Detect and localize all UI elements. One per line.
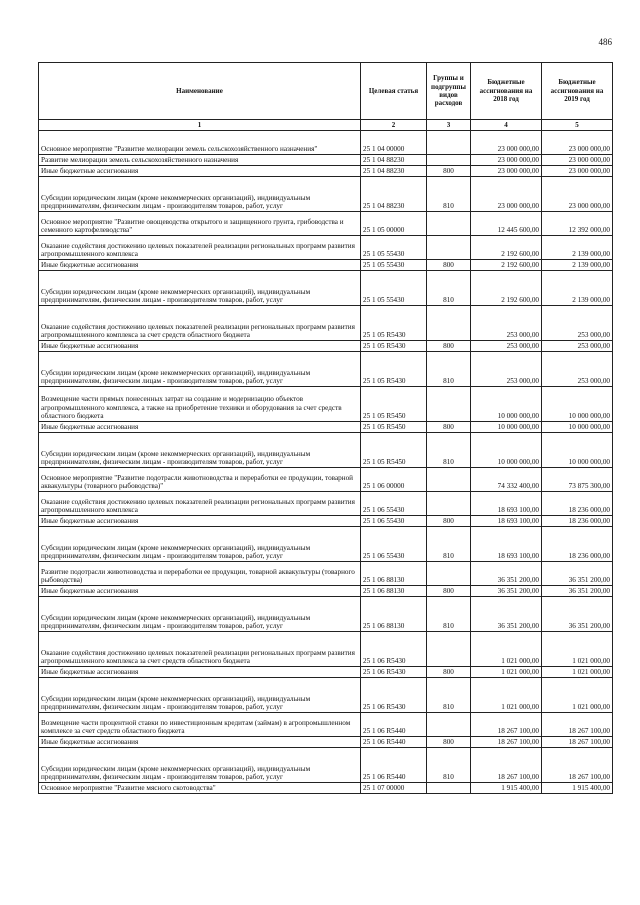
row-expense-group: 800 bbox=[427, 166, 471, 177]
row-budget-2019: 1 021 000,00 bbox=[542, 678, 613, 713]
row-target-article: 25 1 04 88230 bbox=[361, 177, 427, 212]
row-budget-2018: 18 693 100,00 bbox=[471, 527, 542, 562]
row-target-article: 25 1 06 55430 bbox=[361, 492, 427, 516]
row-expense-group: 810 bbox=[427, 271, 471, 306]
row-budget-2018: 18 267 100,00 bbox=[471, 748, 542, 783]
row-target-article: 25 1 06 88130 bbox=[361, 586, 427, 597]
row-budget-2019: 36 351 200,00 bbox=[542, 586, 613, 597]
table-body bbox=[39, 131, 613, 794]
row-budget-2018: 23 000 000,00 bbox=[471, 131, 542, 155]
row-expense-group: 810 bbox=[427, 597, 471, 632]
row-name: Субсидии юридическим лицам (кроме некоммерческих организаций), индивидуальным предпринимателям, физическим лицам - производителям товаров, работ, услуг bbox=[39, 177, 361, 212]
row-expense-group: 810 bbox=[427, 748, 471, 783]
row-expense-group: 810 bbox=[427, 678, 471, 713]
header-expense-group: Группы и подгруппы видов расходов bbox=[427, 63, 471, 120]
row-budget-2018: 2 192 600,00 bbox=[471, 236, 542, 260]
row-expense-group bbox=[427, 492, 471, 516]
header-target-article: Целевая статья bbox=[361, 63, 427, 120]
row-budget-2018: 10 000 000,00 bbox=[471, 422, 542, 433]
row-budget-2019: 23 000 000,00 bbox=[542, 131, 613, 155]
row-expense-group bbox=[427, 236, 471, 260]
page-number: 486 bbox=[598, 37, 612, 47]
row-target-article: 25 1 06 00000 bbox=[361, 468, 427, 492]
row-budget-2019: 253 000,00 bbox=[542, 306, 613, 341]
table-row bbox=[39, 713, 613, 737]
row-budget-2018: 36 351 200,00 bbox=[471, 562, 542, 586]
table-row bbox=[39, 387, 613, 422]
row-budget-2018: 36 351 200,00 bbox=[471, 586, 542, 597]
row-budget-2019: 10 000 000,00 bbox=[542, 433, 613, 468]
budget-table bbox=[38, 62, 613, 794]
row-target-article: 25 1 05 R5430 bbox=[361, 341, 427, 352]
row-budget-2019: 23 000 000,00 bbox=[542, 177, 613, 212]
row-name: Развитие мелиорации земель сельскохозяйственного назначения bbox=[39, 155, 361, 166]
row-expense-group bbox=[427, 468, 471, 492]
table-row bbox=[39, 422, 613, 433]
table-row bbox=[39, 562, 613, 586]
row-budget-2019: 1 021 000,00 bbox=[542, 632, 613, 667]
row-target-article: 25 1 06 88130 bbox=[361, 562, 427, 586]
row-name: Иные бюджетные ассигнования bbox=[39, 667, 361, 678]
table-header-row bbox=[39, 63, 613, 120]
table-row bbox=[39, 468, 613, 492]
row-budget-2019: 2 139 000,00 bbox=[542, 236, 613, 260]
row-target-article: 25 1 06 R5430 bbox=[361, 632, 427, 667]
row-expense-group: 810 bbox=[427, 177, 471, 212]
row-target-article: 25 1 06 R5430 bbox=[361, 667, 427, 678]
row-budget-2018: 36 351 200,00 bbox=[471, 597, 542, 632]
row-budget-2019: 1 915 400,00 bbox=[542, 783, 613, 794]
row-budget-2019: 36 351 200,00 bbox=[542, 562, 613, 586]
row-budget-2019: 12 392 000,00 bbox=[542, 212, 613, 236]
table-row bbox=[39, 212, 613, 236]
row-target-article: 25 1 05 R5450 bbox=[361, 433, 427, 468]
column-number: 3 bbox=[427, 120, 471, 131]
row-target-article: 25 1 05 55430 bbox=[361, 236, 427, 260]
row-expense-group: 810 bbox=[427, 527, 471, 562]
column-number: 1 bbox=[39, 120, 361, 131]
table-row bbox=[39, 166, 613, 177]
row-expense-group: 800 bbox=[427, 422, 471, 433]
header-name: Наименование bbox=[39, 63, 361, 120]
column-number-row bbox=[39, 120, 613, 131]
table-row bbox=[39, 260, 613, 271]
row-budget-2019: 18 236 000,00 bbox=[542, 527, 613, 562]
table-row bbox=[39, 527, 613, 562]
row-target-article: 25 1 06 R5440 bbox=[361, 713, 427, 737]
row-budget-2018: 18 693 100,00 bbox=[471, 492, 542, 516]
table-row bbox=[39, 632, 613, 667]
row-budget-2019: 18 236 000,00 bbox=[542, 492, 613, 516]
row-target-article: 25 1 05 R5430 bbox=[361, 352, 427, 387]
row-expense-group: 800 bbox=[427, 667, 471, 678]
row-budget-2018: 18 267 100,00 bbox=[471, 713, 542, 737]
table-row bbox=[39, 236, 613, 260]
row-budget-2019: 18 267 100,00 bbox=[542, 748, 613, 783]
row-budget-2018: 23 000 000,00 bbox=[471, 166, 542, 177]
column-number: 4 bbox=[471, 120, 542, 131]
row-name: Иные бюджетные ассигнования bbox=[39, 422, 361, 433]
row-target-article: 25 1 04 00000 bbox=[361, 131, 427, 155]
row-budget-2018: 2 192 600,00 bbox=[471, 260, 542, 271]
row-budget-2019: 253 000,00 bbox=[542, 341, 613, 352]
row-budget-2019: 2 139 000,00 bbox=[542, 271, 613, 306]
row-budget-2018: 2 192 600,00 bbox=[471, 271, 542, 306]
table-row bbox=[39, 433, 613, 468]
row-expense-group bbox=[427, 713, 471, 737]
table-row bbox=[39, 748, 613, 783]
row-budget-2018: 12 445 600,00 bbox=[471, 212, 542, 236]
table-row bbox=[39, 516, 613, 527]
table-row bbox=[39, 667, 613, 678]
row-name: Субсидии юридическим лицам (кроме некоммерческих организаций), индивидуальным предпринимателям, физическим лицам - производителям товаров, работ, услуг bbox=[39, 271, 361, 306]
row-budget-2018: 18 267 100,00 bbox=[471, 737, 542, 748]
row-name: Иные бюджетные ассигнования bbox=[39, 737, 361, 748]
row-target-article: 25 1 05 00000 bbox=[361, 212, 427, 236]
table-row bbox=[39, 177, 613, 212]
row-target-article: 25 1 06 55430 bbox=[361, 516, 427, 527]
table-row bbox=[39, 271, 613, 306]
row-budget-2019: 18 267 100,00 bbox=[542, 737, 613, 748]
table-row bbox=[39, 783, 613, 794]
table-row bbox=[39, 597, 613, 632]
row-expense-group bbox=[427, 306, 471, 341]
row-expense-group: 810 bbox=[427, 433, 471, 468]
row-name: Основное мероприятие "Развитие подотрасли животноводства и переработки ее продукции, товарной аквакультуры (товарного рыбоводства)" bbox=[39, 468, 361, 492]
row-budget-2019: 2 139 000,00 bbox=[542, 260, 613, 271]
row-target-article: 25 1 05 R5430 bbox=[361, 306, 427, 341]
row-name: Иные бюджетные ассигнования bbox=[39, 341, 361, 352]
row-name: Субсидии юридическим лицам (кроме некоммерческих организаций), индивидуальным предпринимателям, физическим лицам - производителям товаров, работ, услуг bbox=[39, 678, 361, 713]
row-target-article: 25 1 05 55430 bbox=[361, 260, 427, 271]
row-budget-2019: 253 000,00 bbox=[542, 352, 613, 387]
row-target-article: 25 1 06 55430 bbox=[361, 527, 427, 562]
row-expense-group: 800 bbox=[427, 260, 471, 271]
table-row bbox=[39, 352, 613, 387]
row-budget-2018: 1 021 000,00 bbox=[471, 667, 542, 678]
row-expense-group bbox=[427, 155, 471, 166]
row-name: Субсидии юридическим лицам (кроме некоммерческих организаций), индивидуальным предпринимателям, физическим лицам - производителям товаров, работ, услуг bbox=[39, 352, 361, 387]
row-expense-group bbox=[427, 632, 471, 667]
row-name: Субсидии юридическим лицам (кроме некоммерческих организаций), индивидуальным предпринимателям, физическим лицам - производителям товаров, работ, услуг bbox=[39, 433, 361, 468]
row-name: Иные бюджетные ассигнования bbox=[39, 166, 361, 177]
row-budget-2018: 253 000,00 bbox=[471, 341, 542, 352]
table-row bbox=[39, 306, 613, 341]
table-row bbox=[39, 492, 613, 516]
row-budget-2018: 10 000 000,00 bbox=[471, 387, 542, 422]
row-budget-2019: 10 000 000,00 bbox=[542, 422, 613, 433]
row-name: Субсидии юридическим лицам (кроме некоммерческих организаций), индивидуальным предпринимателям, физическим лицам - производителям товаров, работ, услуг bbox=[39, 597, 361, 632]
row-name: Субсидии юридическим лицам (кроме некоммерческих организаций), индивидуальным предпринимателям, физическим лицам - производителям товаров, работ, услуг bbox=[39, 527, 361, 562]
row-name: Оказание содействия достижению целевых показателей реализации региональных программ развития агропромышленного комплекса за счет средств областного бюджета bbox=[39, 306, 361, 341]
row-expense-group: 800 bbox=[427, 737, 471, 748]
row-expense-group bbox=[427, 783, 471, 794]
row-name: Основное мероприятие "Развитие овощеводства открытого и защищенного грунта, грибоводства и семенного картофелеводства" bbox=[39, 212, 361, 236]
row-name: Развитие подотрасли животноводства и переработки ее продукции, товарной аквакультуры (товарного рыбоводства) bbox=[39, 562, 361, 586]
row-budget-2019: 36 351 200,00 bbox=[542, 597, 613, 632]
column-number: 5 bbox=[542, 120, 613, 131]
row-name: Иные бюджетные ассигнования bbox=[39, 516, 361, 527]
row-name: Иные бюджетные ассигнования bbox=[39, 586, 361, 597]
row-name: Оказание содействия достижению целевых показателей реализации региональных программ развития агропромышленного комплекса за счет средств областного бюджета bbox=[39, 632, 361, 667]
row-target-article: 25 1 05 55430 bbox=[361, 271, 427, 306]
row-expense-group bbox=[427, 387, 471, 422]
column-number: 2 bbox=[361, 120, 427, 131]
row-budget-2019: 18 267 100,00 bbox=[542, 713, 613, 737]
row-name: Оказание содействия достижению целевых показателей реализации региональных программ развития агропромышленного комплекса bbox=[39, 236, 361, 260]
row-expense-group bbox=[427, 212, 471, 236]
row-budget-2019: 1 021 000,00 bbox=[542, 667, 613, 678]
row-budget-2018: 23 000 000,00 bbox=[471, 177, 542, 212]
row-target-article: 25 1 06 R5440 bbox=[361, 737, 427, 748]
row-budget-2019: 18 236 000,00 bbox=[542, 516, 613, 527]
row-target-article: 25 1 05 R5450 bbox=[361, 387, 427, 422]
row-budget-2019: 23 000 000,00 bbox=[542, 155, 613, 166]
table-row bbox=[39, 155, 613, 166]
row-name: Субсидии юридическим лицам (кроме некоммерческих организаций), индивидуальным предпринимателям, физическим лицам - производителям товаров, работ, услуг bbox=[39, 748, 361, 783]
table-row bbox=[39, 678, 613, 713]
row-name: Возмещение части прямых понесенных затрат на создание и модернизацию объектов агропромышленного комплекса, а также на приобретение техники и оборудования за счет средств областного бюджета bbox=[39, 387, 361, 422]
header-budget-2019: Бюджетные ассигнования на 2019 год bbox=[542, 63, 613, 120]
row-budget-2018: 253 000,00 bbox=[471, 306, 542, 341]
row-name: Основное мероприятие "Развитие мелиорации земель сельскохозяйственного назначения" bbox=[39, 131, 361, 155]
row-expense-group: 810 bbox=[427, 352, 471, 387]
row-budget-2018: 1 915 400,00 bbox=[471, 783, 542, 794]
row-expense-group: 800 bbox=[427, 341, 471, 352]
row-target-article: 25 1 06 R5430 bbox=[361, 678, 427, 713]
row-budget-2018: 18 693 100,00 bbox=[471, 516, 542, 527]
row-budget-2018: 10 000 000,00 bbox=[471, 433, 542, 468]
row-target-article: 25 1 06 R5440 bbox=[361, 748, 427, 783]
row-target-article: 25 1 04 88230 bbox=[361, 166, 427, 177]
row-budget-2018: 23 000 000,00 bbox=[471, 155, 542, 166]
row-target-article: 25 1 04 88230 bbox=[361, 155, 427, 166]
row-target-article: 25 1 07 00000 bbox=[361, 783, 427, 794]
row-budget-2018: 1 021 000,00 bbox=[471, 632, 542, 667]
row-budget-2019: 10 000 000,00 bbox=[542, 387, 613, 422]
row-name: Основное мероприятие "Развитие мясного скотоводства" bbox=[39, 783, 361, 794]
row-target-article: 25 1 05 R5450 bbox=[361, 422, 427, 433]
row-name: Оказание содействия достижению целевых показателей реализации региональных программ развития агропромышленного комплекса bbox=[39, 492, 361, 516]
row-expense-group bbox=[427, 131, 471, 155]
row-target-article: 25 1 06 88130 bbox=[361, 597, 427, 632]
row-budget-2019: 73 875 300,00 bbox=[542, 468, 613, 492]
row-budget-2018: 1 021 000,00 bbox=[471, 678, 542, 713]
table-row bbox=[39, 131, 613, 155]
table-row bbox=[39, 737, 613, 748]
table-row bbox=[39, 341, 613, 352]
row-expense-group bbox=[427, 562, 471, 586]
table-row bbox=[39, 586, 613, 597]
row-expense-group: 800 bbox=[427, 516, 471, 527]
row-budget-2019: 23 000 000,00 bbox=[542, 166, 613, 177]
header-budget-2018: Бюджетные ассигнования на 2018 год bbox=[471, 63, 542, 120]
row-budget-2018: 253 000,00 bbox=[471, 352, 542, 387]
row-name: Возмещение части процентной ставки по инвестиционным кредитам (займам) в агропромышленном комплексе за счет средств областного бюджета bbox=[39, 713, 361, 737]
row-name: Иные бюджетные ассигнования bbox=[39, 260, 361, 271]
row-expense-group: 800 bbox=[427, 586, 471, 597]
row-budget-2018: 74 332 400,00 bbox=[471, 468, 542, 492]
